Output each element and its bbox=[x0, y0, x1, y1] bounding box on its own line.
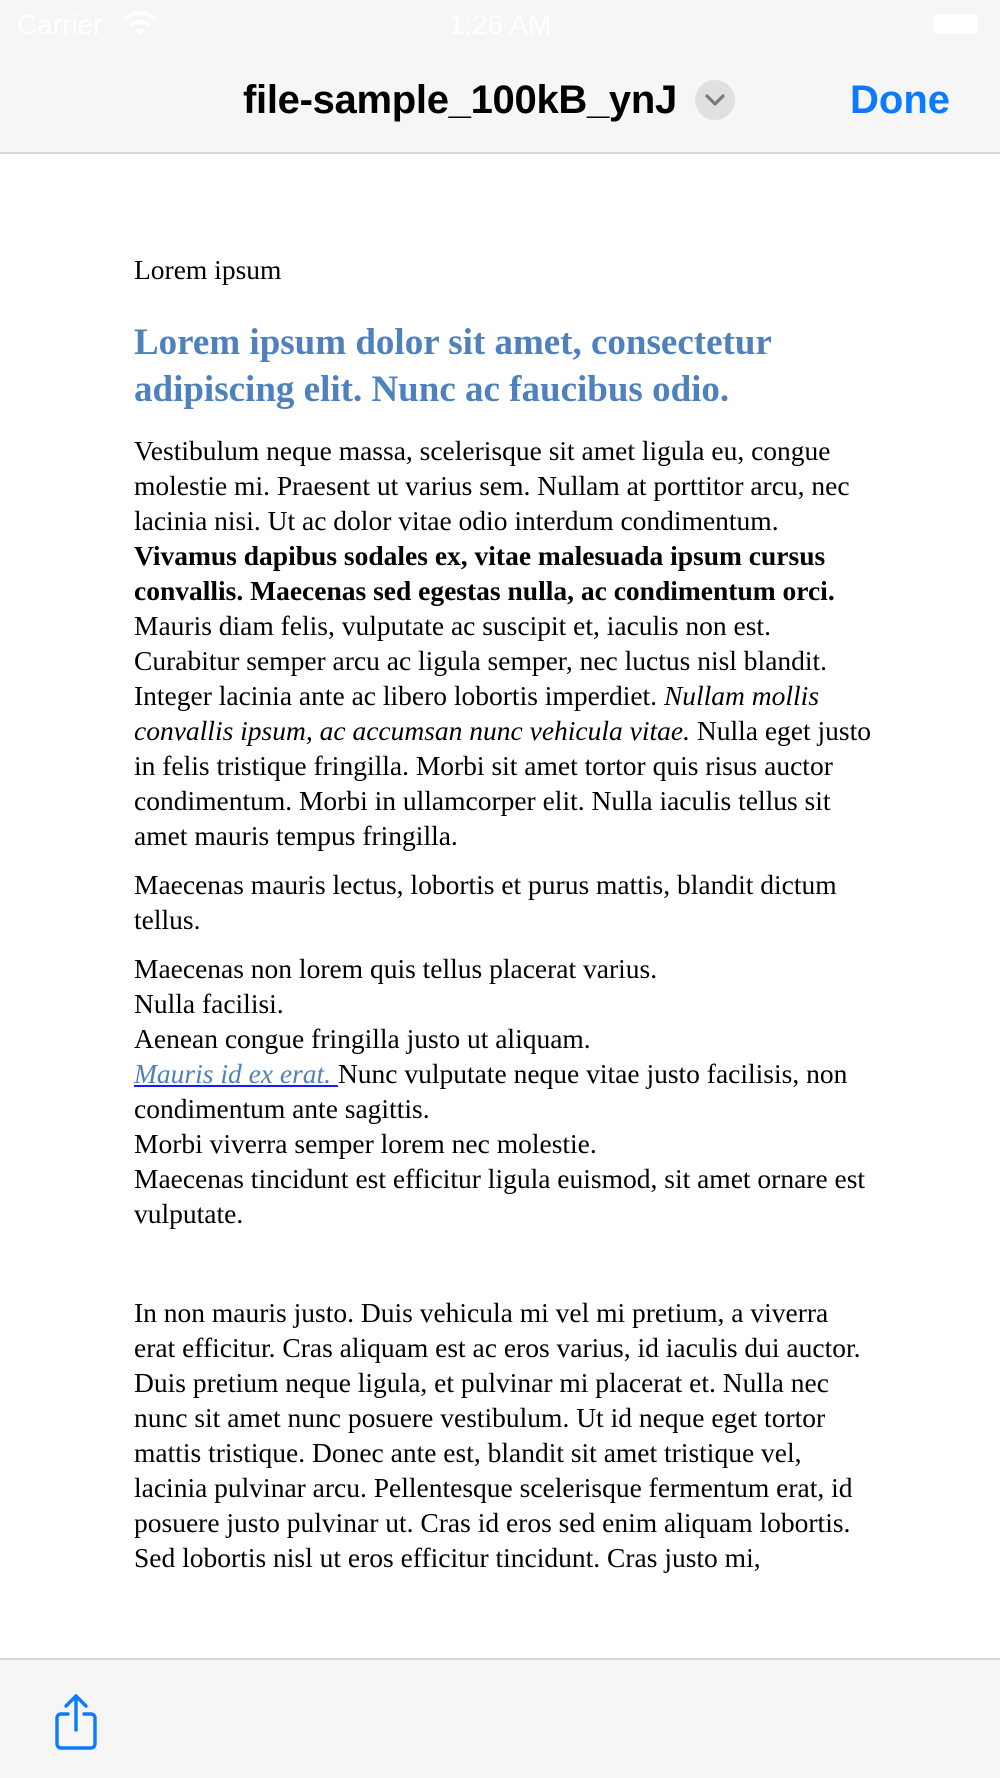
document-viewer[interactable] bbox=[0, 156, 1000, 1658]
line-item: Maecenas tincidunt est efficitur ligula euismod, sit amet ornare est vulputate. bbox=[134, 1163, 866, 1229]
document-title[interactable]: file-sample_100kB_ynJ bbox=[243, 77, 677, 122]
line-item: Morbi viverra semper lorem nec molestie. bbox=[134, 1128, 597, 1159]
paragraph-1-text: Nulla eget justo in felis tristique fringilla. Morbi sit amet tortor quis risus auctor condimentum. Morbi in ullamcorper elit. Nulla iaculis tellus sit amet mauris tempus fringilla. bbox=[134, 715, 871, 851]
chevron-down-icon bbox=[704, 93, 726, 107]
share-icon bbox=[52, 1692, 102, 1752]
bottom-toolbar bbox=[0, 1658, 1000, 1778]
paragraph-3: In non mauris justo. Duis vehicula mi vel mi pretium, a viverra erat efficitur. Cras aliquam est ac eros varius, id iaculis dui auctor. Duis pretium neque ligula, et pulvinar mi placerat et. Nulla nec nunc sit amet nunc posuere vestibulum. Ut id neque eget tortor mattis tristique. Donec ante est, blandit sit amet tristique vel, lacinia pulvinar arcu. Pellentesque scelerisque fermentum erat, id posuere justo pulvinar ut. Cras id eros sed enim aliquam lobortis. Sed lobortis nisl ut eros efficitur tincidunt. Cras justo mi, bbox=[134, 1297, 861, 1573]
line-item: Maecenas non lorem quis tellus placerat varius. bbox=[134, 953, 658, 984]
status-time: 1:26 AM bbox=[448, 9, 552, 40]
document-link[interactable]: Mauris id ex erat. bbox=[134, 1058, 338, 1089]
document-heading: Lorem ipsum dolor sit amet, consectetur adipiscing elit. Nunc ac faucibus odio. bbox=[134, 322, 772, 410]
paragraph-1-text: Vestibulum neque massa, scelerisque sit amet ligula eu, congue molestie mi. Praesent ut varius sem. Nullam at porttitor arcu, nec lacinia nisi. Ut ac dolor vitae odio interdum condimentum. bbox=[134, 435, 850, 536]
paragraph-1 bbox=[134, 433, 874, 853]
line-block bbox=[134, 951, 874, 1231]
document-label: Lorem ipsum bbox=[134, 254, 282, 285]
navigation-bar bbox=[0, 50, 1000, 154]
paragraph-1-bold: Vivamus dapibus sodales ex, vitae malesuada ipsum cursus convallis. Maecenas sed egestas nulla, ac condimentum orci. bbox=[134, 540, 835, 606]
document-title-menu[interactable] bbox=[243, 72, 735, 128]
document-content bbox=[134, 252, 874, 1589]
paragraph-1-text: Mauris diam felis, vulputate ac suscipit et, iaculis non est. Curabitur semper arcu ac ligula semper, nec luctus nisl blandit. Integer lacinia ante ac libero lobortis imperdiet. bbox=[134, 610, 828, 711]
status-bar bbox=[0, 0, 1000, 50]
line-item bbox=[134, 1056, 874, 1126]
paragraph-2: Maecenas mauris lectus, lobortis et purus mattis, blandit dictum tellus. bbox=[134, 869, 837, 935]
line-text: Nunc vulputate neque vitae justo facilisis, non condimentum ante sagittis. bbox=[134, 1058, 848, 1124]
share-button[interactable] bbox=[52, 1692, 102, 1752]
line-item: Aenean congue fringilla justo ut aliquam. bbox=[134, 1023, 591, 1054]
spacer bbox=[134, 1245, 874, 1295]
title-menu-button[interactable] bbox=[695, 80, 735, 120]
done-button[interactable]: Done bbox=[850, 78, 950, 122]
battery-icon bbox=[933, 14, 978, 34]
carrier-label: Carrier bbox=[17, 9, 103, 40]
paragraph-1-italic: Nullam mollis convallis ipsum, ac accumsan nunc vehicula vitae. bbox=[134, 680, 820, 746]
line-item: Nulla facilisi. bbox=[134, 988, 284, 1019]
